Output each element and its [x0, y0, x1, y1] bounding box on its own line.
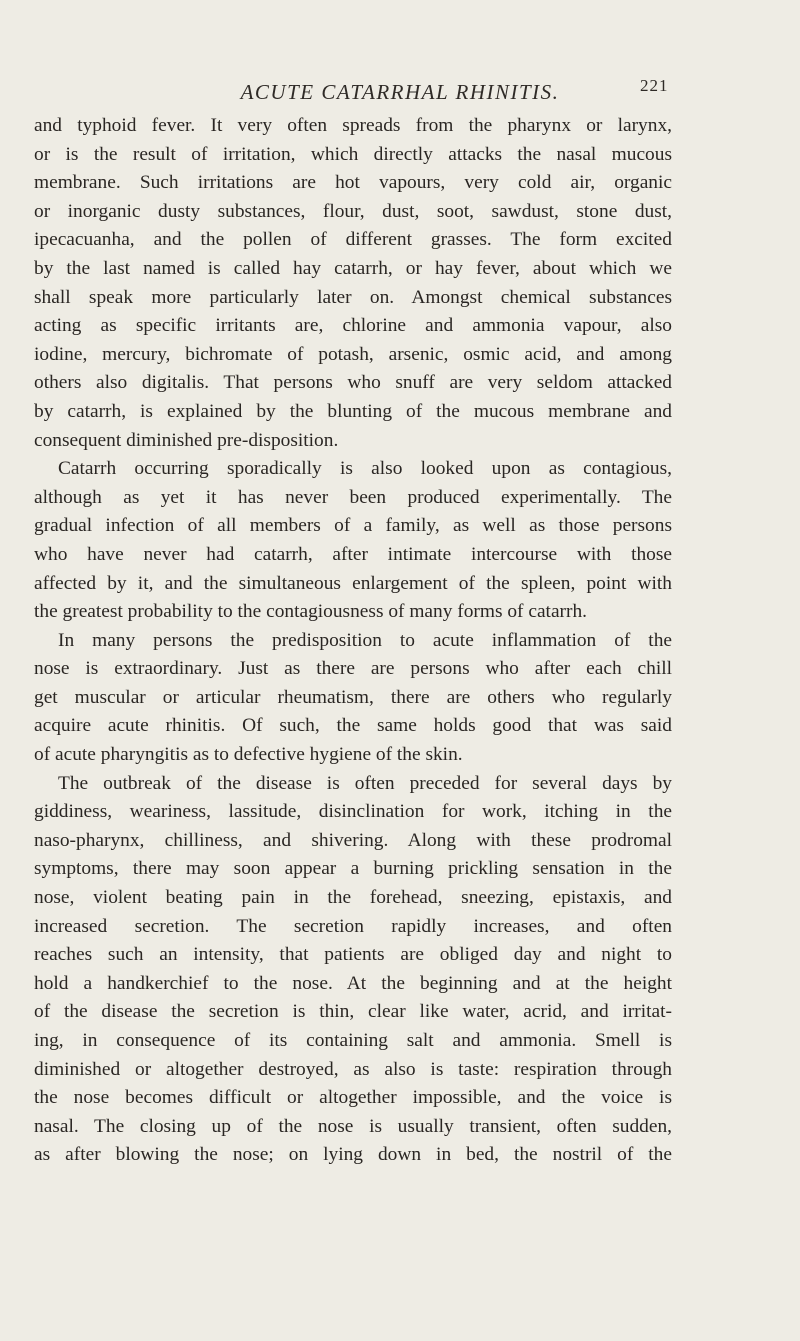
text-line: others also digitalis. That persons who snuff are very seldom attacked	[34, 372, 672, 394]
text-line: membrane. Such irritations are hot vapours, very cold air, organic	[34, 172, 672, 194]
text-line: Catarrh occurring sporadically is also looked upon as contagious,	[58, 458, 672, 480]
text-line: who have never had catarrh, after intimate intercourse with those	[34, 543, 672, 565]
text-line: increased secretion. The secretion rapidly increases, and often	[34, 915, 672, 937]
text-line: affected by it, and the simultaneous enlargement of the spleen, point with	[34, 572, 672, 594]
page-number: 221	[640, 76, 669, 95]
text-line: the greatest probability to the contagiousness of many forms of catarrh.	[34, 601, 588, 623]
text-line: ing, in consequence of its containing salt and ammonia. Smell is	[34, 1030, 672, 1051]
text-line: consequent diminished pre-disposition.	[34, 429, 339, 451]
text-line: naso-pharynx, chilliness, and shivering. Along with these prodromal	[34, 829, 672, 851]
text-line: or is the result of irritation, which directly attacks the nasal mucous	[34, 143, 672, 165]
text-line: shall speak more particularly later on. Amongst chemical substances	[34, 286, 672, 308]
text-line: and typhoid fever. It very often spreads from the pharynx or larynx,	[34, 115, 672, 136]
text-line: of acute pharyngitis as to defective hygiene of the skin.	[34, 744, 463, 766]
text-line: The outbreak of the disease is often preceded for several days by	[58, 772, 672, 794]
text-line: acting as specific irritants are, chlorine and ammonia vapour, also	[34, 315, 672, 337]
running-head: ACUTE CATARRHAL RHINITIS.	[240, 80, 560, 104]
text-line: or inorganic dusty substances, flour, dust, soot, sawdust, stone dust,	[34, 200, 672, 222]
text-line: giddiness, weariness, lassitude, disinclination for work, itching in the	[34, 801, 672, 823]
text-line: nose, violent beating pain in the forehead, sneezing, epistaxis, and	[34, 887, 672, 909]
text-line: gradual infection of all members of a family, as well as those persons	[34, 515, 672, 537]
text-line: get muscular or articular rheumatism, there are others who regularly	[34, 686, 672, 708]
text-line: ipecacuanha, and the pollen of different grasses. The form excited	[34, 229, 672, 251]
text-line: acquire acute rhinitis. Of such, the same holds good that was said	[34, 715, 672, 737]
text-line: diminished or altogether destroyed, as also is taste: respiration through	[34, 1058, 672, 1080]
text-line: by catarrh, is explained by the blunting of the mucous membrane and	[34, 400, 672, 422]
text-line: reaches such an intensity, that patients are obliged day and night to	[34, 944, 672, 966]
text-line: by the last named is called hay catarrh, or hay fever, about which we	[34, 257, 672, 279]
text-line: iodine, mercury, bichromate of potash, arsenic, osmic acid, and among	[34, 343, 672, 365]
text-line: nose is extraordinary. Just as there are persons who after each chill	[34, 658, 672, 680]
text-line: as after blowing the nose; on lying down in bed, the nostril of the	[34, 1144, 672, 1166]
text-line: hold a handkerchief to the nose. At the beginning and at the height	[34, 972, 672, 994]
text-line: of the disease the secretion is thin, clear like water, acrid, and irritat-	[34, 1001, 672, 1023]
text-line: nasal. The closing up of the nose is usually transient, often sudden,	[34, 1115, 672, 1137]
body-text	[34, 112, 672, 1170]
text-line: although as yet it has never been produced experimentally. The	[34, 486, 672, 508]
text-line: the nose becomes difficult or altogether impossible, and the voice is	[34, 1087, 672, 1109]
text-line: symptoms, there may soon appear a burning prickling sensation in the	[34, 858, 672, 880]
text-line: In many persons the predisposition to acute inflammation of the	[58, 629, 672, 651]
